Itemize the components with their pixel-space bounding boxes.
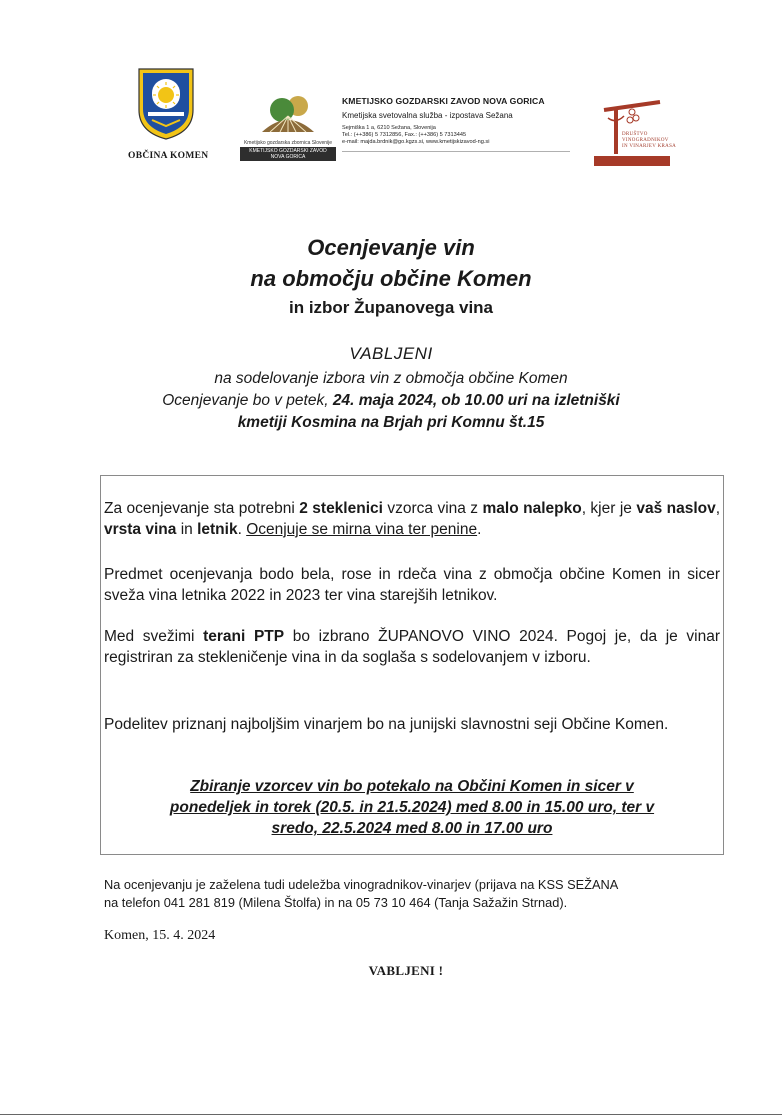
winegrowers-society-logo (594, 98, 677, 168)
evaluation-scope-paragraph: Predmet ocenjevanja bodo bela, rose in rdeča vina z območja občine Komen in sicer sveža vina letnika 2022 in 2023 ter vina starejših letnikov. (104, 566, 720, 604)
drustvo-line-1: DRUŠTVO (622, 132, 648, 137)
registration-note-line2: na telefon 041 281 819 (Milena Štolfa) in na 05 73 10 464 (Tanja Sažažin Strnad). (104, 895, 568, 910)
winegrowers-society-bar (594, 156, 670, 166)
text-run: . (477, 521, 482, 538)
registration-note (104, 876, 724, 912)
org-contact-block (342, 96, 572, 152)
invitation-line2 (0, 392, 782, 410)
invitation-line2-lead: Ocenjevanje bo v petek, (162, 392, 333, 409)
document-title-line1: Ocenjevanje vin (307, 235, 475, 260)
org-phone-line: Tel.: (++386) 5 7312856, Fax.: (++386) 5 7313445 (342, 132, 467, 138)
komen-crest-icon (136, 66, 196, 142)
drustvo-line-3: IN VINARJEV KRASA (622, 144, 677, 149)
bottle-count: 2 steklenici (299, 500, 383, 517)
invitation-line1: na sodelovanje izbora vin z območja občine Komen (214, 370, 568, 387)
municipality-caption: OBČINA KOMEN (128, 151, 209, 161)
text-run: Med svežimi (104, 628, 204, 645)
address-requirement: vaš naslov (636, 500, 716, 517)
awards-paragraph: Podelitev priznanj najboljšim vinarjem bo na junijski slavnostni seji Občine Komen. (104, 716, 669, 733)
document-date: Komen, 15. 4. 2024 (104, 928, 216, 943)
drustvo-line-2: VINOGRADNIKOV (622, 138, 669, 143)
collection-line2: ponedeljek in torek (20.5. in 21.5.2024) med 8.00 in 15.00 uro, ter v (169, 799, 655, 816)
event-date-time: 24. maja 2024, ob 10.00 uri na izletniški (332, 392, 620, 409)
collection-line3: sredo, 22.5.2024 med 8.00 in 17.00 uro (271, 820, 553, 837)
event-location: kmetiji Kosmina na Brjah pri Komnu št.15 (237, 414, 545, 431)
org-divider (342, 151, 570, 152)
sample-requirements-paragraph (104, 498, 720, 540)
org-subtitle: Kmetijska svetovalna služba - izpostava Sežana (342, 111, 513, 120)
text-run: , (715, 500, 721, 517)
document-title-line2: na območju občine Komen (250, 266, 532, 291)
text-run: . (237, 521, 247, 538)
kgz-logo-small-text: Kmetijsko gozdarska zbornica Slovenije (243, 140, 333, 146)
wine-type-requirement: vrsta vina (104, 521, 177, 538)
org-address-line: Sejmiška 1 a, 6210 Sežana, Slovenija (342, 125, 436, 131)
registration-note-line1: Na ocenjevanju je zaželena tudi udeležba vinogradnikov-vinarjev (prijava na KSS SEŽANA (104, 877, 619, 892)
kgz-fields-icon (258, 94, 318, 134)
text-run: Za ocenjevanje sta potrebni (104, 500, 300, 517)
text-run: bo izbrano ŽUPANOVO VINO 2024. Pogoj je, da je vinar registriran za stekleničenje vina in da soglaša s sodelovanjem v izboru. (104, 628, 720, 666)
text-run: , kjer je (581, 500, 637, 517)
vintage-requirement: letnik (197, 521, 238, 538)
text-run: in (176, 521, 198, 538)
kgz-logo-bar-line2: NOVA GORICA (270, 154, 306, 160)
teran-ptp: terani PTP (203, 628, 285, 645)
page-bottom-divider (0, 1114, 782, 1115)
label-requirement: malo nalepko (482, 500, 582, 517)
org-address (342, 125, 572, 146)
collection-line1: Zbiranje vzorcev vin bo potekalo na Občini Komen in sicer v (190, 778, 634, 795)
org-name: KMETIJSKO GOZDARSKI ZAVOD NOVA GORICA (342, 96, 545, 106)
kgz-logo (240, 94, 336, 161)
org-email-line: e-mail: majda.brdnik@go.kgzs.si, www.kmetijskizavod-ng.si (342, 139, 490, 145)
kgz-logo-bar-line1: KMETIJSKO GOZDARSKI ZAVOD (249, 148, 327, 154)
winegrowers-society-text (622, 132, 676, 150)
invitation-heading: VABLJENI (349, 344, 433, 363)
text-run: vzorca vina z (382, 500, 483, 517)
municipality-logo (128, 66, 209, 161)
sample-collection-notice (104, 776, 720, 839)
document-subtitle: in izbor Županovega vina (288, 298, 494, 317)
kgz-logo-bar (240, 147, 336, 161)
still-sparkling-note: Ocenjuje se mirna vina ter penine (246, 521, 478, 538)
mayors-wine-paragraph (104, 626, 720, 668)
closing-invitation: VABLJENI ! (368, 963, 444, 978)
